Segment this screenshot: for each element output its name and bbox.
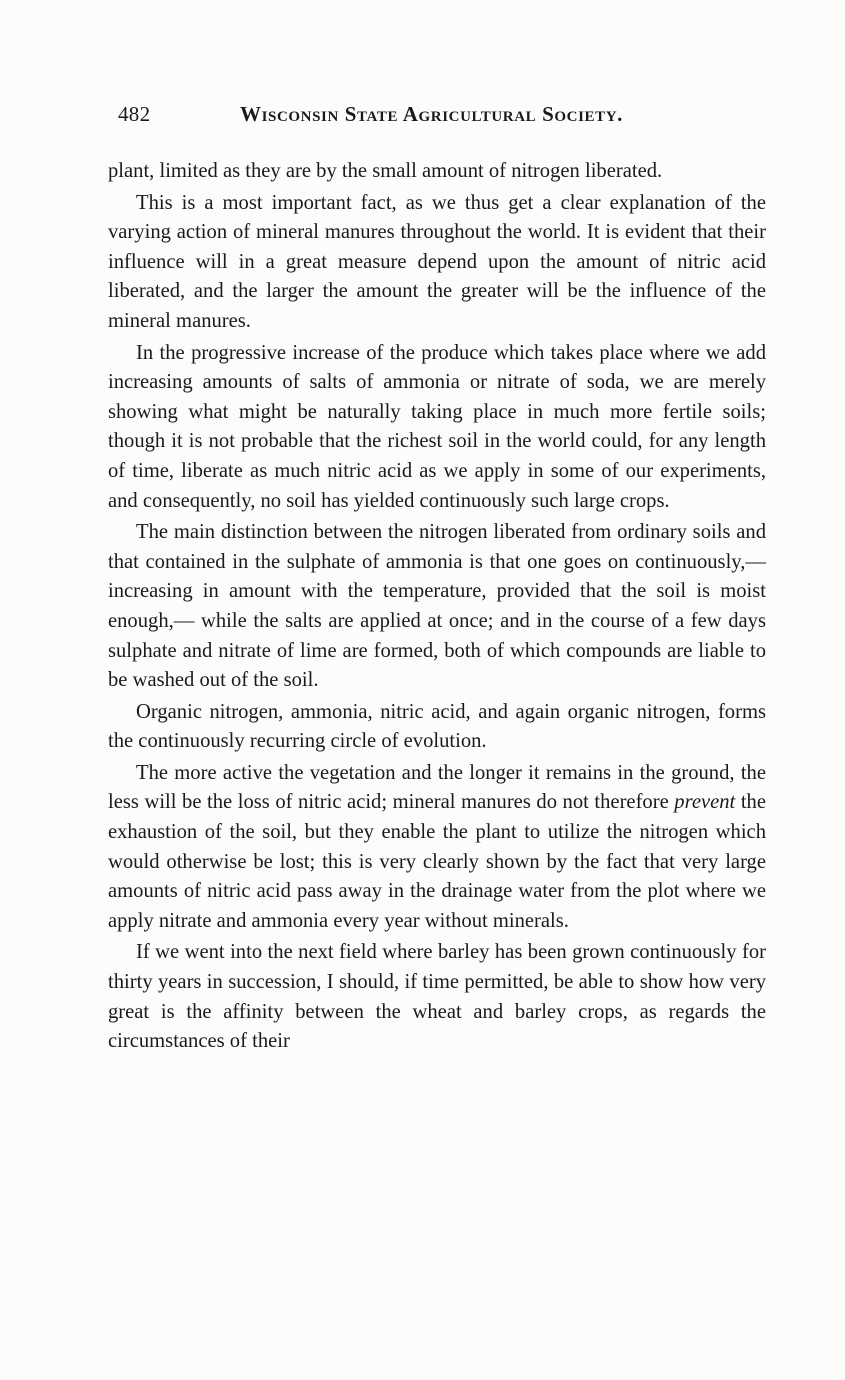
paragraph: This is a most important fact, as we thus get a clear explanation of the varying action of mineral manures throughout the world. It is evident that their influence will in a great measure depend upon the amount of nitric acid liberated, and the larger the amount the greater will be the influence of the mineral manures.	[108, 191, 766, 332]
paragraph: Organic nitrogen, ammonia, nitric acid, and again organic nitrogen, forms the continuously recurring circle of evolution.	[108, 700, 766, 753]
paragraph: If we went into the next field where barley has been grown continuously for thirty years in succession, I should, if time permitted, be able to show how very great is the affinity between the wheat and barley crops, as regards the circumstances of their	[108, 941, 766, 1053]
paragraph-text-end: the exhaustion of the soil, but they enable the plant to utilize the nitrogen which would otherwise be lost; this is very clearly shown by the fact that very large amounts of nitric acid pass away in the drainage water from the plot where we apply nitrate and ammonia every year without minerals.	[108, 791, 766, 932]
paragraph-continuation: plant, limited as they are by the small amount of nitrogen liberated.	[108, 160, 663, 182]
paragraph-text-start: The more active the vegetation and the longer it remains in the ground, the less will be the loss of nitric acid; mineral manures do not therefore	[108, 761, 766, 814]
header-title: Wisconsin State Agricultural Society.	[240, 102, 624, 126]
paragraph: The main distinction between the nitrogen liberated from ordinary soils and that contained in the sulphate of ammonia is that one goes on continuously,— increasing in amount with the temperature, provided that the soil is moist enough,— while the salts are applied at once; and in the course of a few days sulphate and nitrate of lime are formed, both of which compounds are liable to be washed out of the soil.	[108, 521, 766, 692]
body-text	[108, 157, 766, 1057]
emphasized-word: prevent	[674, 791, 736, 814]
paragraph: In the progressive increase of the produce which takes place where we add increasing amounts of salts of ammonia or nitrate of soda, we are merely showing what might be naturally taking place in much more fertile soils; though it is not probable that the richest soil in the world could, for any length of time, liberate as much nitric acid as we apply in some of our experiments, and consequently, no soil has yielded continuously such large crops.	[108, 341, 766, 512]
running-header	[118, 102, 678, 132]
paragraph	[108, 759, 766, 937]
page-number: 482	[118, 102, 151, 126]
